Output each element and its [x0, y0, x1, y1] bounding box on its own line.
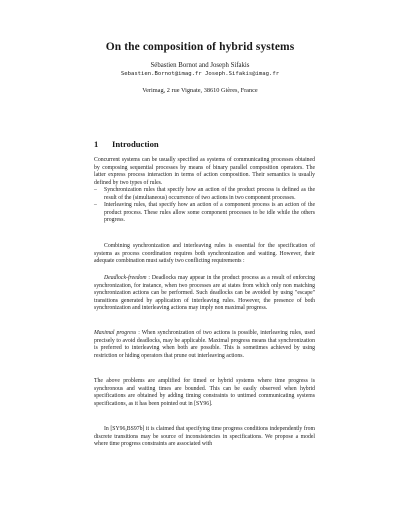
progress-text: : When synchronization of two actions is possible, interleaving rules, used precisely to avoid deadlocks, may be applicable. Maximal progress means that synchronization is preferred to interleaving when both are possible. This is sometimes achieved by using restriction or hiding operators that prune out interleaving actions. — [94, 330, 316, 359]
sy96-paragraph — [94, 426, 315, 449]
rules-list — [94, 187, 315, 225]
paper-title: On the composition of hybrid systems — [105, 41, 295, 53]
deadlock-term: Deadlock-freedom — [104, 275, 147, 281]
combining-text: Combining synchronization and interleaving rules is essential for the specification of systems as process coordination requires both synchronization and waiting. However, their adequate combination must satisfy two conflicting requirements : — [94, 243, 315, 265]
sy96-text: In [SY96,BS97b] it is claimed that specifying time progress conditions independently from discrete transitions may be source of inconsistencies in specifications. We propose a model where time progress constraints are associated with — [94, 426, 315, 448]
amplified-paragraph — [94, 378, 315, 408]
list-item — [94, 187, 315, 202]
author-affiliation: Verimag, 2 rue Vignate, 38610 Gières, France — [142, 87, 258, 94]
progress-term: Maximal progress — [94, 330, 137, 336]
deadlock-paragraph — [94, 275, 315, 313]
list-item — [94, 202, 315, 225]
list-bullet: – — [94, 187, 97, 193]
list-bullet: – — [94, 202, 97, 209]
rule-synchronization-text: Synchronization rules that specify how an action of the product process is defined as the result of the (simultaneous) occurrence of two actions in two component processes. — [104, 187, 315, 201]
intro-paragraph — [94, 157, 315, 187]
deadlock-text: : Deadlocks may appear in the product process as a result of enforcing synchronization, for instance, when two processes are at states from which only non matching synchronization actions can be performed. Such deadlocks can be avoided by using "escape" transitions generated by application of interleaving rules. However, the presence of both synchronization and interleaving actions may imply non maximal progress. — [94, 275, 315, 312]
section-number: 1 — [94, 139, 99, 149]
amplified-text: The above problems are amplified for timed or hybrid systems where time progress is synchronous and waiting times are bounded. This can be easily observed when hybrid specifications are obtained by adding timing constraints to untimed communicating systems specifications, as it has been pointed out in [SY96]. — [94, 378, 315, 407]
section-heading — [94, 139, 159, 149]
author-emails: Sebastien.Bornot@imag.fr Joseph.Sifakis@imag.fr — [120, 71, 280, 77]
rule-interleaving-text: Interleaving rules, that specify how an action of a component process is an action of the product process. These rules allow some component processes to be idle while the others progress. — [104, 202, 315, 224]
section-title: Introduction — [112, 139, 159, 149]
intro-text: Concurrent systems can be usually specified as systems of communicating processes obtained by composing sequential processes by means of binary parallel composition operators. The latter express process interaction in terms of action composition. Their semantics is usually defined by two types of rules. — [94, 157, 315, 186]
combining-paragraph — [94, 243, 315, 266]
paper-authors: Sébastien Bornot and Joseph Sifakis — [150, 62, 250, 69]
progress-paragraph — [94, 330, 315, 360]
